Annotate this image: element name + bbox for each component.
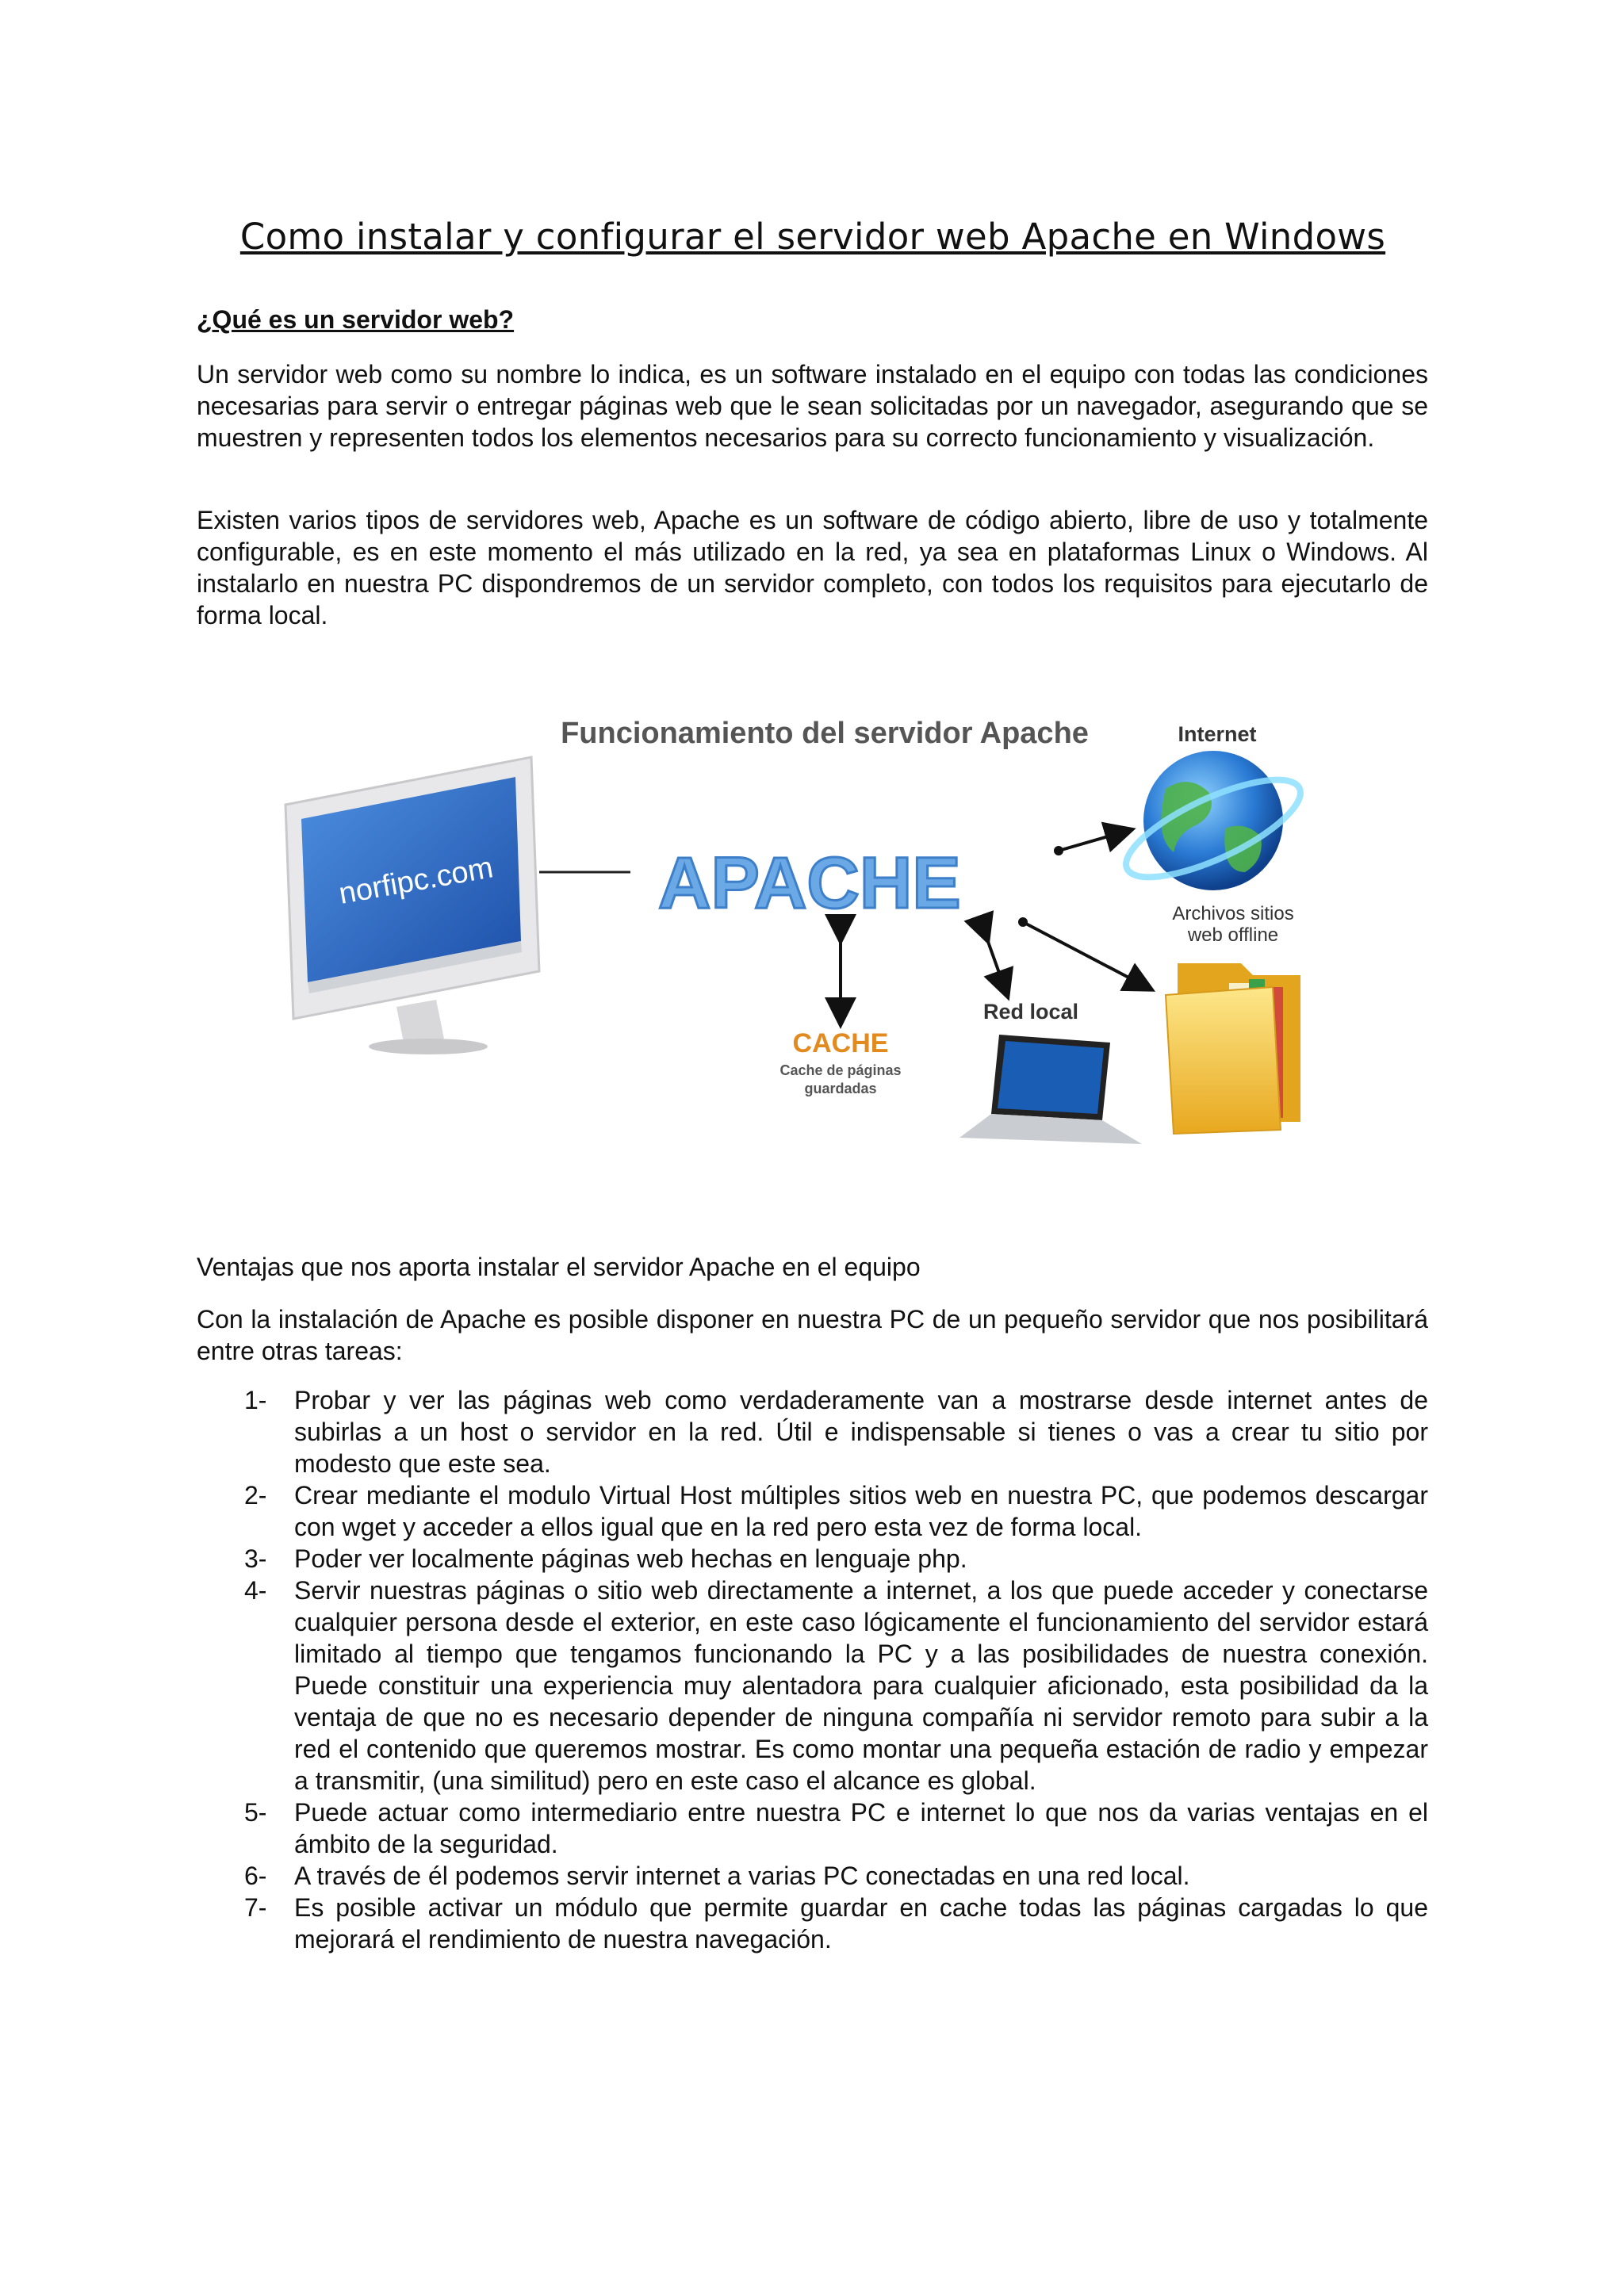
advantages-list bbox=[197, 1384, 1428, 1955]
cache-label: CACHE bbox=[792, 1028, 889, 1058]
local-network-label: Red local bbox=[982, 1000, 1079, 1024]
list-item bbox=[197, 1892, 1428, 1955]
arrow-to-local-network bbox=[987, 939, 1007, 995]
list-item-text: Poder ver localmente páginas web hechas en lenguaje php. bbox=[294, 1544, 967, 1573]
advantages-heading: Ventajas que nos aporta instalar el servidor Apache en el equipo bbox=[197, 1253, 921, 1281]
apache-label: APACHE bbox=[658, 843, 961, 924]
list-item-text: Servir nuestras páginas o sitio web directamente a internet, a los que puede acceder y conectarse cualquier persona desde el exterior, en este caso lógicamente el funcionamiento del servidor estará limitado al tiempo que tengamos funcionando la PC y a las posibilidades de nuestra conexión. Puede constituir una experiencia muy alentadora para cualquier aficionado, esta posibilidad da la ventaja de que no es necesario depender de ninguna compañía ni servidor remoto para subir a la red el contenido que queremos mostrar. Es como montar una pequeña estación de radio y empezar a transmitir, (una similitud) pero en este caso el alcance es global. bbox=[294, 1576, 1428, 1795]
list-number: 2- bbox=[244, 1481, 267, 1510]
advantages-intro: Con la instalación de Apache es posible disponer en nuestra PC de un pequeño servidor que nos posibilitará entre otras tareas: bbox=[197, 1305, 1428, 1365]
list-item-text: A través de él podemos servir internet a varias PC conectadas en una red local. bbox=[294, 1862, 1190, 1890]
folder-icon bbox=[1166, 963, 1300, 1134]
list-item bbox=[197, 1575, 1428, 1797]
list-number: 7- bbox=[244, 1893, 267, 1922]
list-number: 5- bbox=[244, 1798, 267, 1827]
arrow-dot bbox=[1018, 917, 1028, 927]
arrow-to-files bbox=[1023, 922, 1150, 989]
list-item-text: Puede actuar como intermediario entre nuestra PC e internet lo que nos da varias ventajas en el ámbito de la seguridad. bbox=[294, 1798, 1428, 1858]
files-label-line1: Archivos sitios bbox=[1172, 903, 1294, 924]
list-item bbox=[197, 1797, 1428, 1860]
list-number: 3- bbox=[244, 1544, 267, 1573]
internet-label: Internet bbox=[1178, 722, 1257, 746]
monitor-screen-text: norfipc.com bbox=[336, 851, 496, 911]
list-item bbox=[197, 1479, 1428, 1543]
list-item bbox=[197, 1860, 1428, 1892]
globe-icon bbox=[1114, 751, 1312, 896]
list-number: 1- bbox=[244, 1386, 267, 1414]
monitor-icon bbox=[285, 757, 539, 1054]
arrow-to-internet bbox=[1059, 830, 1130, 851]
files-label-line2: web offline bbox=[1187, 924, 1279, 946]
page-title: Como instalar y configurar el servidor web Apache en Windows bbox=[239, 216, 1386, 258]
list-item-text: Crear mediante el modulo Virtual Host múltiples sitios web en nuestra PC, que podemos descargar con wget y acceder a ellos igual que en la red pero esta vez de forma local. bbox=[294, 1481, 1428, 1541]
list-number: 4- bbox=[244, 1576, 267, 1605]
intro-paragraph-1: Un servidor web como su nombre lo indica, es un software instalado en el equipo con todas las condiciones necesarias para servir o entregar páginas web que le sean solicitadas por un navegador, asegurando que se muestren y representen todos los elementos necesarios para su correcto funcionamiento y visualización. bbox=[197, 360, 1428, 452]
list-item-text: Es posible activar un módulo que permite guardar en cache todas las páginas cargadas lo que mejorará el rendimiento de nuestra navegación. bbox=[294, 1893, 1428, 1954]
cache-sub-line2: guardadas bbox=[804, 1081, 877, 1096]
list-item bbox=[197, 1543, 1428, 1575]
list-item-text: Probar y ver las páginas web como verdaderamente van a mostrarse desde internet antes de subirlas a un host o servidor en la red. Útil e indispensable si tienes o vas a crear tu sitio por modesto que este sea. bbox=[294, 1386, 1428, 1478]
list-number: 6- bbox=[244, 1862, 267, 1890]
list-item bbox=[197, 1384, 1428, 1479]
laptop-icon bbox=[959, 1035, 1142, 1144]
arrow-dot bbox=[1054, 846, 1063, 855]
intro-paragraph-2: Existen varios tipos de servidores web, Apache es un software de código abierto, libre de uso y totalmente configurable, es en este momento el más utilizado en la red, ya sea en plataformas Linux o Windows. Al instalarlo en nuestra PC dispondremos de un servidor completo, con todos los requisitos para ejecutarlo de forma local. bbox=[197, 506, 1428, 629]
apache-diagram bbox=[278, 710, 1364, 1154]
section-heading: ¿Qué es un servidor web? bbox=[197, 305, 515, 334]
cache-sub-line1: Cache de páginas bbox=[779, 1062, 902, 1078]
diagram-title: Funcionamiento del servidor Apache bbox=[561, 717, 1089, 750]
